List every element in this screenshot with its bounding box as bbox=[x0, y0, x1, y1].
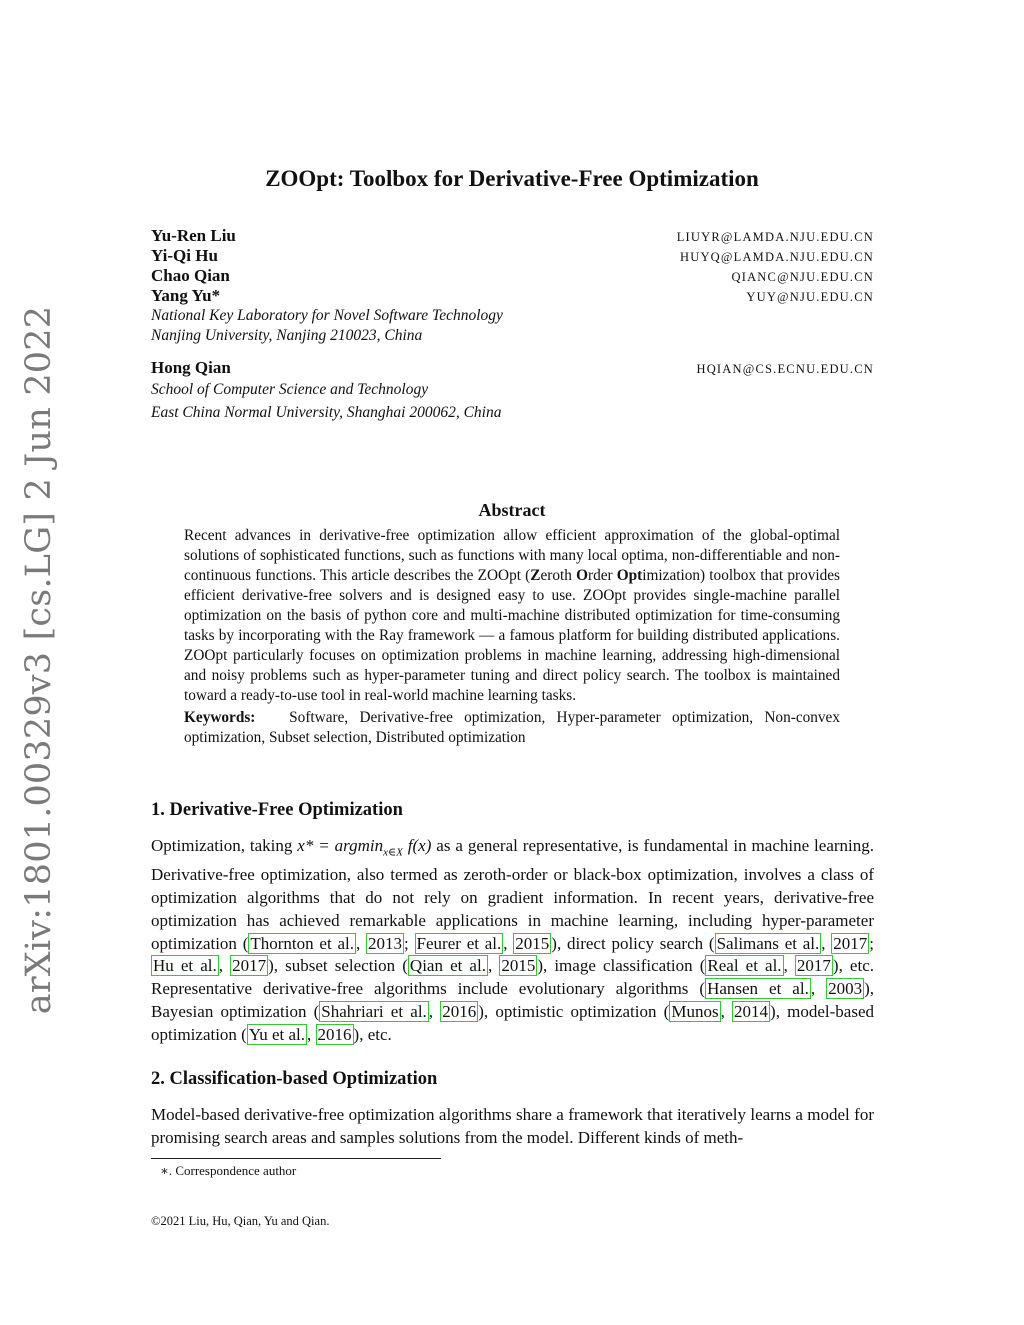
arxiv-side-stamp bbox=[4, 305, 74, 1015]
citation-link[interactable]: Qian et al. bbox=[409, 956, 486, 976]
citation-link[interactable]: 2015 bbox=[501, 956, 536, 976]
citation-link[interactable]: 2015 bbox=[515, 933, 550, 953]
author-name: Yang Yu* bbox=[151, 286, 221, 305]
citation-link[interactable]: 2017 bbox=[796, 956, 831, 976]
affiliation-line: East China Normal University, Shanghai 200062, China bbox=[151, 404, 502, 421]
citation-link[interactable]: 2014 bbox=[734, 1001, 769, 1021]
paper-title: ZOOpt: Toolbox for Derivative-Free Optimization bbox=[265, 166, 759, 191]
affiliation-line: School of Computer Science and Technology bbox=[151, 381, 429, 398]
affiliation-line: National Key Laboratory for Novel Software Technology bbox=[151, 307, 503, 324]
citation-link[interactable]: Real et al. bbox=[707, 956, 782, 976]
keywords bbox=[184, 708, 840, 748]
author-row bbox=[151, 358, 874, 378]
citation-link[interactable]: Hu et al. bbox=[153, 956, 217, 976]
author-name: Yi-Qi Hu bbox=[151, 246, 218, 265]
abstract-body: Recent advances in derivative-free optimization allow efficient approximation of the global-optimal solutions of sophisticated functions, such as functions with many local optima, non-differentiable and non-continuous functions. This article describes the ZOOpt (Zeroth Order Optimization) toolbox that provides efficient derivative-free solvers and is designed easy to use. ZOOpt provides single-machine parallel optimization on the basis of python core and multi-machine distributed optimization for time-consuming tasks by incorporating with the Ray framework — a famous platform for building distributed applications. ZOOpt particularly focuses on optimization problems in machine learning, addressing high-dimensional and noisy problems such as hyper-parameter tuning and direct policy search. The toolbox is maintained toward a ready-to-use tool in real-world machine learning tasks. bbox=[184, 527, 841, 704]
section-heading: 2. Classification-based Optimization bbox=[151, 1069, 438, 1089]
citation-link[interactable]: Yu et al. bbox=[248, 1024, 306, 1044]
keywords-label: Keywords: bbox=[184, 709, 256, 726]
author-name: Yu-Ren Liu bbox=[151, 226, 236, 245]
section-classification-based-optimization bbox=[151, 1067, 874, 1150]
abstract-section bbox=[184, 498, 840, 748]
math-expression: x* = argmin$_{x\in X}$ f(x) bbox=[297, 836, 432, 859]
citation-link[interactable]: Feurer et al. bbox=[416, 933, 502, 953]
author-email[interactable]: YUY@NJU.EDU.CN bbox=[746, 290, 874, 304]
author-email[interactable]: HUYQ@LAMDA.NJU.EDU.CN bbox=[680, 250, 874, 264]
section-heading: 1. Derivative-Free Optimization bbox=[151, 800, 403, 820]
arxiv-identifier: arXiv:1801.00329v3 [cs.LG] 2 Jun 2022 bbox=[19, 305, 60, 1015]
footnote-divider bbox=[151, 1158, 441, 1159]
copyright-notice: ©2021 Liu, Hu, Qian, Yu and Qian. bbox=[151, 1214, 330, 1228]
citation-link[interactable]: 2016 bbox=[442, 1001, 477, 1021]
author-row bbox=[151, 226, 874, 246]
citation-link[interactable]: 2013 bbox=[368, 933, 403, 953]
citation-link[interactable]: 2017 bbox=[833, 933, 868, 953]
citation-link[interactable]: Munos bbox=[671, 1001, 719, 1021]
author-row bbox=[151, 246, 874, 266]
footnote: ∗. Correspondence author bbox=[160, 1163, 297, 1178]
citation-link[interactable]: Salimans et al. bbox=[716, 933, 820, 953]
author-name: Hong Qian bbox=[151, 358, 231, 377]
author-row bbox=[151, 266, 874, 286]
citation-link[interactable]: 2003 bbox=[828, 979, 863, 999]
section-derivative-free-optimization bbox=[151, 798, 874, 1047]
author-name: Chao Qian bbox=[151, 266, 230, 285]
author-list bbox=[151, 226, 874, 346]
citation-link[interactable]: 2017 bbox=[232, 956, 267, 976]
citation-link[interactable]: 2016 bbox=[317, 1024, 352, 1044]
affiliation-line: Nanjing University, Nanjing 210023, China bbox=[151, 327, 423, 344]
abstract-heading: Abstract bbox=[478, 500, 546, 520]
citation-link[interactable]: Hansen et al. bbox=[707, 979, 809, 999]
author-row bbox=[151, 286, 874, 306]
author-email[interactable]: HQIAN@CS.ECNU.EDU.CN bbox=[696, 362, 874, 376]
author-email[interactable]: LIUYR@LAMDA.NJU.EDU.CN bbox=[676, 230, 874, 244]
author-email[interactable]: QIANC@NJU.EDU.CN bbox=[731, 270, 874, 284]
keywords-list: Software, Derivative-free optimization, Hyper-parameter optimization, Non-convex optimization, Subset selection, Distributed optimization bbox=[184, 709, 840, 746]
citation-link[interactable]: Shahriari et al. bbox=[321, 1001, 427, 1021]
citation-link[interactable]: Thornton et al. bbox=[250, 933, 354, 953]
section-paragraph: Optimization, taking x* = argmin$_{x\in X}$ f(x) as a general representative, is fundamental in machine learning. Derivative-free optimization, also termed as zeroth-order or black-box optimization, involves a class of optimization algorithms that do not rely on gradient information. In recent years, derivative-free optimization has achieved remarkable applications in machine learning, including hyper-parameter optimization ( Thornton et al. , 2013 ; Feurer et al. , 2015 ), direct policy search ( Salimans et al. , 2017 ; Hu et al. , 2017 ), subset selection ( Qian et al. , 2015 ), image classification ( Real et al. , 2017 ), etc. Representative derivative-free algorithms include evolutionary algorithms ( Hansen et al. , 2003 ), Bayesian optimization ( Shahriari et al. , 2016 ), optimistic optimization ( Munos , 2014 ), model-based optimization ( Yu et al. , 2016 ), etc. bbox=[151, 836, 875, 1044]
section-paragraph: Model-based derivative-free optimization algorithms share a framework that iteratively learns a model for promising search areas and samples solutions from the model. Different kinds of meth- bbox=[151, 1105, 874, 1147]
author-list-second bbox=[151, 358, 874, 424]
